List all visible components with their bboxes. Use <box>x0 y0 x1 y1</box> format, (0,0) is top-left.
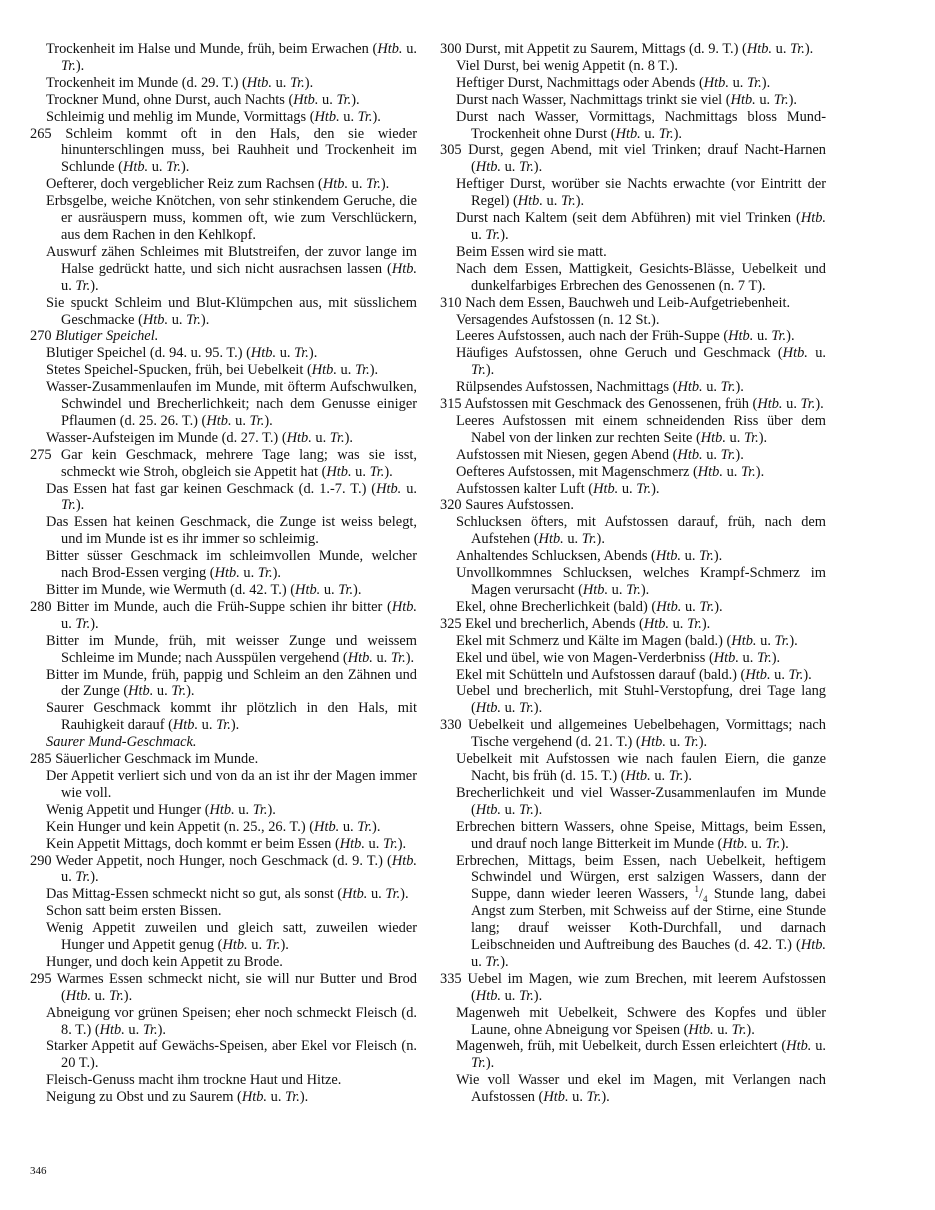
symptom-entry <box>440 109 826 143</box>
entry-text: Oefterer, doch vergeblicher Reiz zum Rachsen (Htb. u. Tr.). <box>46 176 390 193</box>
symptom-entry <box>440 1038 826 1072</box>
symptom-entry <box>440 633 826 650</box>
entry-text: Leeres Aufstossen mit einem schneidenden Riss über dem Nabel von der linken zur rechten Seite (Htb. u. Tr.). <box>456 412 826 446</box>
symptom-entry <box>30 903 417 920</box>
symptom-entry <box>30 802 417 819</box>
entry-text: Fleisch-Genuss macht ihm trockne Haut und Hitze. <box>46 1072 342 1089</box>
symptom-entry <box>30 886 417 903</box>
symptom-entry <box>440 497 826 514</box>
symptom-entry <box>440 92 826 109</box>
symptom-entry <box>440 514 826 548</box>
entry-text: Schlucksen öfters, mit Aufstossen darauf, früh, nach dem Aufstehen (Htb. u. Tr.). <box>456 514 826 548</box>
symptom-entry <box>440 1072 826 1106</box>
entry-text: Trockenheit im Munde (d. 29. T.) (Htb. u. Tr.). <box>46 74 314 91</box>
symptom-entry <box>440 1005 826 1039</box>
symptom-entry <box>30 751 417 768</box>
entry-text: Brecherlichkeit und viel Wasser-Zusammenlaufen im Munde (Htb. u. Tr.). <box>456 784 826 818</box>
symptom-entry <box>30 836 417 853</box>
entry-text: Ekel mit Schütteln und Aufstossen darauf (bald.) (Htb. u. Tr.). <box>456 666 812 683</box>
entry-number: 315 <box>440 396 465 413</box>
symptom-entry <box>440 312 826 329</box>
entry-text: Blutiger Speichel. <box>55 328 159 345</box>
symptom-entry <box>30 295 417 329</box>
symptom-entry <box>440 751 826 785</box>
entry-text: Auswurf zähen Schleimes mit Blutstreifen, der zuvor lange im Halse gedrückt hatte, und sich nicht ausrachsen lassen (Htb. u. Tr.). <box>46 243 417 294</box>
symptom-entry <box>440 853 826 971</box>
entry-text: Heftiger Durst, worüber sie Nachts erwachte (vor Eintritt der Regel) (Htb. u. Tr.). <box>456 176 826 210</box>
symptom-entry <box>30 41 417 75</box>
symptom-entry <box>30 1072 417 1089</box>
entry-number: 265 <box>30 125 66 142</box>
entry-text: Nach dem Essen, Bauchweh und Leib-Aufgetriebenheit. <box>465 294 791 311</box>
entry-text: Ekel und übel, wie von Magen-Verderbniss (Htb. u. Tr.). <box>456 649 781 666</box>
entry-text: Erbsgelbe, weiche Knötchen, von sehr stinkendem Geruche, die er ausräuspern muss, kommen oft, wie zum Verschlückern, aus dem Rachen in den Kehlkopf. <box>46 193 417 243</box>
entry-text: Erbrechen bittern Wassers, ohne Speise, Mittags, beim Essen, und drauf noch lange Bitterkeit im Munde (Htb. u. Tr.). <box>456 818 826 852</box>
symptom-entry <box>440 481 826 498</box>
entry-number: 320 <box>440 497 466 514</box>
entry-text: Gar kein Geschmack, mehrere Tage lang; was sie isst, schmeckt wie Stroh, obgleich sie Appetit hat (Htb. u. Tr.). <box>60 446 418 480</box>
page-number: 346 <box>30 1165 47 1177</box>
symptom-entry <box>440 295 826 312</box>
symptom-entry <box>440 396 826 413</box>
entry-text: Magenweh, früh, mit Uebelkeit, durch Essen erleichtert (Htb. u. Tr.). <box>456 1038 826 1072</box>
symptom-entry <box>440 328 826 345</box>
entry-text: Schleim kommt oft in den Hals, den sie wieder hinunterschlingen muss, bei Rauhheit und Trockenheit im Schlunde (Htb. u. Tr.). <box>61 125 417 176</box>
entry-text: Durst nach Wasser, Nachmittags trinkt sie viel (Htb. u. Tr.). <box>456 91 797 108</box>
entry-text: Blutiger Speichel (d. 94. u. 95. T.) (Htb. u. Tr.). <box>46 345 318 362</box>
symptom-entry <box>30 430 417 447</box>
entry-number: 275 <box>30 446 61 463</box>
symptom-entry <box>440 58 826 75</box>
entry-text: Durst, gegen Abend, mit viel Trinken; drauf Nacht-Harnen (Htb. u. Tr.). <box>468 142 826 176</box>
symptom-entry <box>440 565 826 599</box>
entry-text: Kein Appetit Mittags, doch kommt er beim Essen (Htb. u. Tr.). <box>46 835 407 852</box>
entry-number: 300 <box>440 41 466 57</box>
entry-text: Leeres Aufstossen, auch nach der Früh-Suppe (Htb. u. Tr.). <box>456 328 795 345</box>
entry-number: 290 <box>30 852 56 869</box>
entry-text: Weder Appetit, noch Hunger, noch Geschmack (d. 9. T.) (Htb. u. Tr.). <box>55 852 417 886</box>
entry-text: Das Essen hat keinen Geschmack, die Zunge ist weiss belegt, und im Munde ist es ihr immer so schleimig. <box>46 514 417 548</box>
symptom-entry <box>30 126 417 177</box>
entry-text: Säuerlicher Geschmack im Munde. <box>55 751 259 768</box>
symptom-entry <box>30 176 417 193</box>
symptom-entry <box>30 447 417 481</box>
entry-text: Neigung zu Obst und zu Saurem (Htb. u. Tr.). <box>46 1089 309 1106</box>
symptom-entry <box>440 413 826 447</box>
entry-text: Erbrechen, Mittags, beim Essen, nach Uebelkeit, heftigem Schwindel und Würgen, erst salzigen Wassers, dann der Suppe, dann wieder leeren Wassers, $^1/_4$ Stunde lang, dabei Angst zum Sterben, mit Schweiss auf der Stirne, eine Stunde lang; drauf weisser Koth-Durchfall, und darnach Leibschneiden und Auftreibung des Bauches (d. 42. T.) (Htb. u. Tr.). <box>456 852 826 970</box>
entry-number: 310 <box>440 294 466 311</box>
entry-text: Anhaltendes Schlucksen, Abends (Htb. u. Tr.). <box>456 548 723 565</box>
symptom-entry <box>440 345 826 379</box>
entry-text: Viel Durst, bei wenig Appetit (n. 8 T.). <box>456 57 679 74</box>
symptom-entry <box>30 853 417 887</box>
entry-text: Versagendes Aufstossen (n. 12 St.). <box>456 311 660 328</box>
symptom-entry <box>30 379 417 430</box>
symptom-entry <box>440 142 826 176</box>
entry-text: Stetes Speichel-Spucken, früh, bei Uebelkeit (Htb. u. Tr.). <box>46 362 379 379</box>
entry-text: Saurer Geschmack kommt ihr plötzlich in den Hals, mit Rauhigkeit darauf (Htb. u. Tr.). <box>46 700 417 734</box>
entry-text: Schleimig und mehlig im Munde, Vormittags (Htb. u. Tr.). <box>46 108 381 125</box>
symptom-entry <box>30 700 417 734</box>
entry-text: Warmes Essen schmeckt nicht, sie will nur Butter und Brod (Htb. u. Tr.). <box>56 970 417 1004</box>
entry-text: Bitter süsser Geschmack im schleimvollen Munde, welcher nach Brod-Essen verging (Htb. u. Tr.). <box>46 548 417 582</box>
symptom-entry <box>30 75 417 92</box>
entry-text: Abneigung vor grünen Speisen; eher noch schmeckt Fleisch (d. 8. T.) (Htb. u. Tr.). <box>46 1004 417 1038</box>
entry-text: Ekel und brecherlich, Abends (Htb. u. Tr.). <box>465 615 711 632</box>
symptom-entry <box>30 244 417 295</box>
entry-text: Durst nach Kaltem (seit dem Abführen) mit viel Trinken (Htb. u. Tr.). <box>456 210 826 243</box>
entry-text: Saures Aufstossen. <box>465 497 574 514</box>
symptom-entry <box>30 971 417 1005</box>
entry-text: Uebel und brecherlich, mit Stuhl-Verstopfung, drei Tage lang (Htb. u. Tr.). <box>456 683 826 717</box>
entry-text: Heftiger Durst, Nachmittags oder Abends (Htb. u. Tr.). <box>456 74 771 91</box>
symptom-entry <box>30 633 417 667</box>
symptom-entry <box>30 362 417 379</box>
symptom-entry <box>440 447 826 464</box>
symptom-entry <box>30 768 417 802</box>
entry-text: Das Mittag-Essen schmeckt nicht so gut, als sonst (Htb. u. Tr.). <box>46 886 409 903</box>
symptom-entry <box>440 176 826 210</box>
symptom-entry <box>30 1005 417 1039</box>
entry-number: 285 <box>30 751 56 768</box>
left-column <box>30 41 417 1106</box>
symptom-entry <box>440 599 826 616</box>
entry-number: 270 <box>30 328 56 345</box>
symptom-entry <box>440 210 826 244</box>
entry-text: Wasser-Aufsteigen im Munde (d. 27. T.) (Htb. u. Tr.). <box>46 429 353 446</box>
symptom-entry <box>440 650 826 667</box>
symptom-entry <box>440 379 826 396</box>
entry-text: Häufiges Aufstossen, ohne Geruch und Geschmack (Htb. u. Tr.). <box>456 345 827 379</box>
entry-text: Ekel, ohne Brecherlichkeit (bald) (Htb. u. Tr.). <box>456 598 723 615</box>
entry-text: Wasser-Zusammenlaufen im Munde, mit öfterm Aufschwulken, Schwindel und Brecherlichkeit; nach dem Genusse einiger Pflaumen (d. 25. 26. T.) (Htb. u. Tr.). <box>46 379 417 429</box>
entry-text: Uebelkeit und allgemeines Uebelbehagen, Vormittags; nach Tische vergehend (d. 21. T.) (Htb. u. Tr.). <box>468 717 826 751</box>
symptom-entry <box>30 582 417 599</box>
entry-text: Rülpsendes Aufstossen, Nachmittags (Htb. u. Tr.). <box>456 379 744 396</box>
symptom-entry <box>30 1038 417 1072</box>
entry-text: Oefteres Aufstossen, mit Magenschmerz (Htb. u. Tr.). <box>456 463 765 480</box>
entry-text: Durst, mit Appetit zu Saurem, Mittags (d. 9. T.) (Htb. u. Tr.). <box>465 41 814 57</box>
entry-text: Wie voll Wasser und ekel im Magen, mit Verlangen nach Aufstossen (Htb. u. Tr.). <box>456 1072 826 1106</box>
entry-text: Trockner Mund, ohne Durst, auch Nachts (Htb. u. Tr.). <box>46 91 360 108</box>
symptom-entry <box>30 328 417 345</box>
symptom-entry <box>440 548 826 565</box>
entry-text: Trockenheit im Halse und Munde, früh, beim Erwachen (Htb. u. Tr.). <box>46 41 418 74</box>
entry-text: Aufstossen kalter Luft (Htb. u. Tr.). <box>456 480 660 497</box>
entry-text: Das Essen hat fast gar keinen Geschmack (d. 1.-7. T.) (Htb. u. Tr.). <box>46 480 418 514</box>
entry-text: Wenig Appetit und Hunger (Htb. u. Tr.). <box>46 801 276 818</box>
entry-text: Der Appetit verliert sich und von da an ist ihr der Magen immer wie voll. <box>46 767 417 801</box>
entry-text: Ekel mit Schmerz und Kälte im Magen (bald.) (Htb. u. Tr.). <box>456 632 798 649</box>
symptom-entry <box>440 667 826 684</box>
entry-text: Hunger, und doch kein Appetit zu Brode. <box>46 953 283 970</box>
symptom-entry <box>30 734 417 751</box>
entry-text: Bitter im Munde, auch die Früh-Suppe schien ihr bitter (Htb. u. Tr.). <box>56 598 418 632</box>
symptom-entry <box>30 1089 417 1106</box>
entry-number: 335 <box>440 970 468 987</box>
symptom-entry <box>440 41 826 58</box>
symptom-entry <box>30 481 417 515</box>
symptom-entry <box>30 345 417 362</box>
entry-text: Bitter im Munde, früh, pappig und Schleim an den Zähnen und der Zunge (Htb. u. Tr.). <box>46 666 417 700</box>
entry-text: Uebel im Magen, wie zum Brechen, mit leerem Aufstossen (Htb. u. Tr.). <box>467 970 827 1004</box>
entry-text: Saurer Mund-Geschmack. <box>46 734 197 751</box>
symptom-entry <box>440 971 826 1005</box>
symptom-entry <box>30 819 417 836</box>
entry-text: Nach dem Essen, Mattigkeit, Gesichts-Blässe, Uebelkeit und dunkelfarbiges Erbrechen des Genossenen (n. 7 T). <box>456 260 826 294</box>
entry-text: Kein Hunger und kein Appetit (n. 25., 26. T.) (Htb. u. Tr.). <box>46 818 381 835</box>
entry-text: Bitter im Munde, früh, mit weisser Zunge und weissem Schleime im Munde; nach Ausspülen vergehend (Htb. u. Tr.). <box>46 632 417 666</box>
symptom-entry <box>440 75 826 92</box>
entry-number: 330 <box>440 717 468 734</box>
symptom-entry <box>30 514 417 548</box>
symptom-entry <box>30 667 417 701</box>
entry-text: Starker Appetit auf Gewächs-Speisen, aber Ekel vor Fleisch (n. 20 T.). <box>46 1038 417 1072</box>
entry-text: Aufstossen mit Niesen, gegen Abend (Htb. u. Tr.). <box>456 446 744 463</box>
symptom-entry <box>30 193 417 244</box>
symptom-entry <box>30 548 417 582</box>
entry-text: Magenweh mit Uebelkeit, Schwere des Kopfes und übler Laune, ohne Abneigung vor Speisen (Htb. u. Tr.). <box>456 1004 826 1038</box>
entry-number: 325 <box>440 615 466 632</box>
symptom-entry <box>30 109 417 126</box>
symptom-entry <box>440 261 826 295</box>
symptom-entry <box>440 244 826 261</box>
symptom-entry <box>440 616 826 633</box>
entry-text: Sie spuckt Schleim und Blut-Klümpchen aus, mit süsslichem Geschmacke (Htb. u. Tr.). <box>46 294 417 328</box>
entry-text: Durst nach Wasser, Vormittags, Nachmittags bloss Mund-Trockenheit ohne Durst (Htb. u. Tr.). <box>456 108 826 142</box>
entry-text: Uebelkeit mit Aufstossen wie nach faulen Eiern, die ganze Nacht, bis früh (d. 15. T.) (Htb. u. Tr.). <box>456 751 826 784</box>
right-column <box>440 41 826 1106</box>
symptom-entry <box>440 785 826 819</box>
entry-text: Unvollkommnes Schlucksen, welches Krampf-Schmerz im Magen verursacht (Htb. u. Tr.). <box>456 565 826 598</box>
symptom-entry <box>30 599 417 633</box>
symptom-entry <box>30 920 417 954</box>
symptom-entry <box>440 464 826 481</box>
symptom-entry <box>440 819 826 853</box>
entry-text: Wenig Appetit zuweilen und gleich satt, zuweilen wieder Hunger und Appetit genug (Htb. u. Tr.). <box>46 920 417 954</box>
entry-number: 295 <box>30 970 57 987</box>
entry-text: Schon satt beim ersten Bissen. <box>46 903 222 920</box>
entry-number: 280 <box>30 598 57 615</box>
entry-text: Beim Essen wird sie matt. <box>456 243 607 260</box>
entry-text: Aufstossen mit Geschmack des Genossenen, früh (Htb. u. Tr.). <box>464 396 824 413</box>
entry-text: Bitter im Munde, wie Wermuth (d. 42. T.) (Htb. u. Tr.). <box>46 582 362 598</box>
symptom-entry <box>30 92 417 109</box>
symptom-entry <box>440 683 826 717</box>
symptom-entry <box>30 954 417 971</box>
entry-number: 305 <box>440 142 469 159</box>
symptom-entry <box>440 717 826 751</box>
